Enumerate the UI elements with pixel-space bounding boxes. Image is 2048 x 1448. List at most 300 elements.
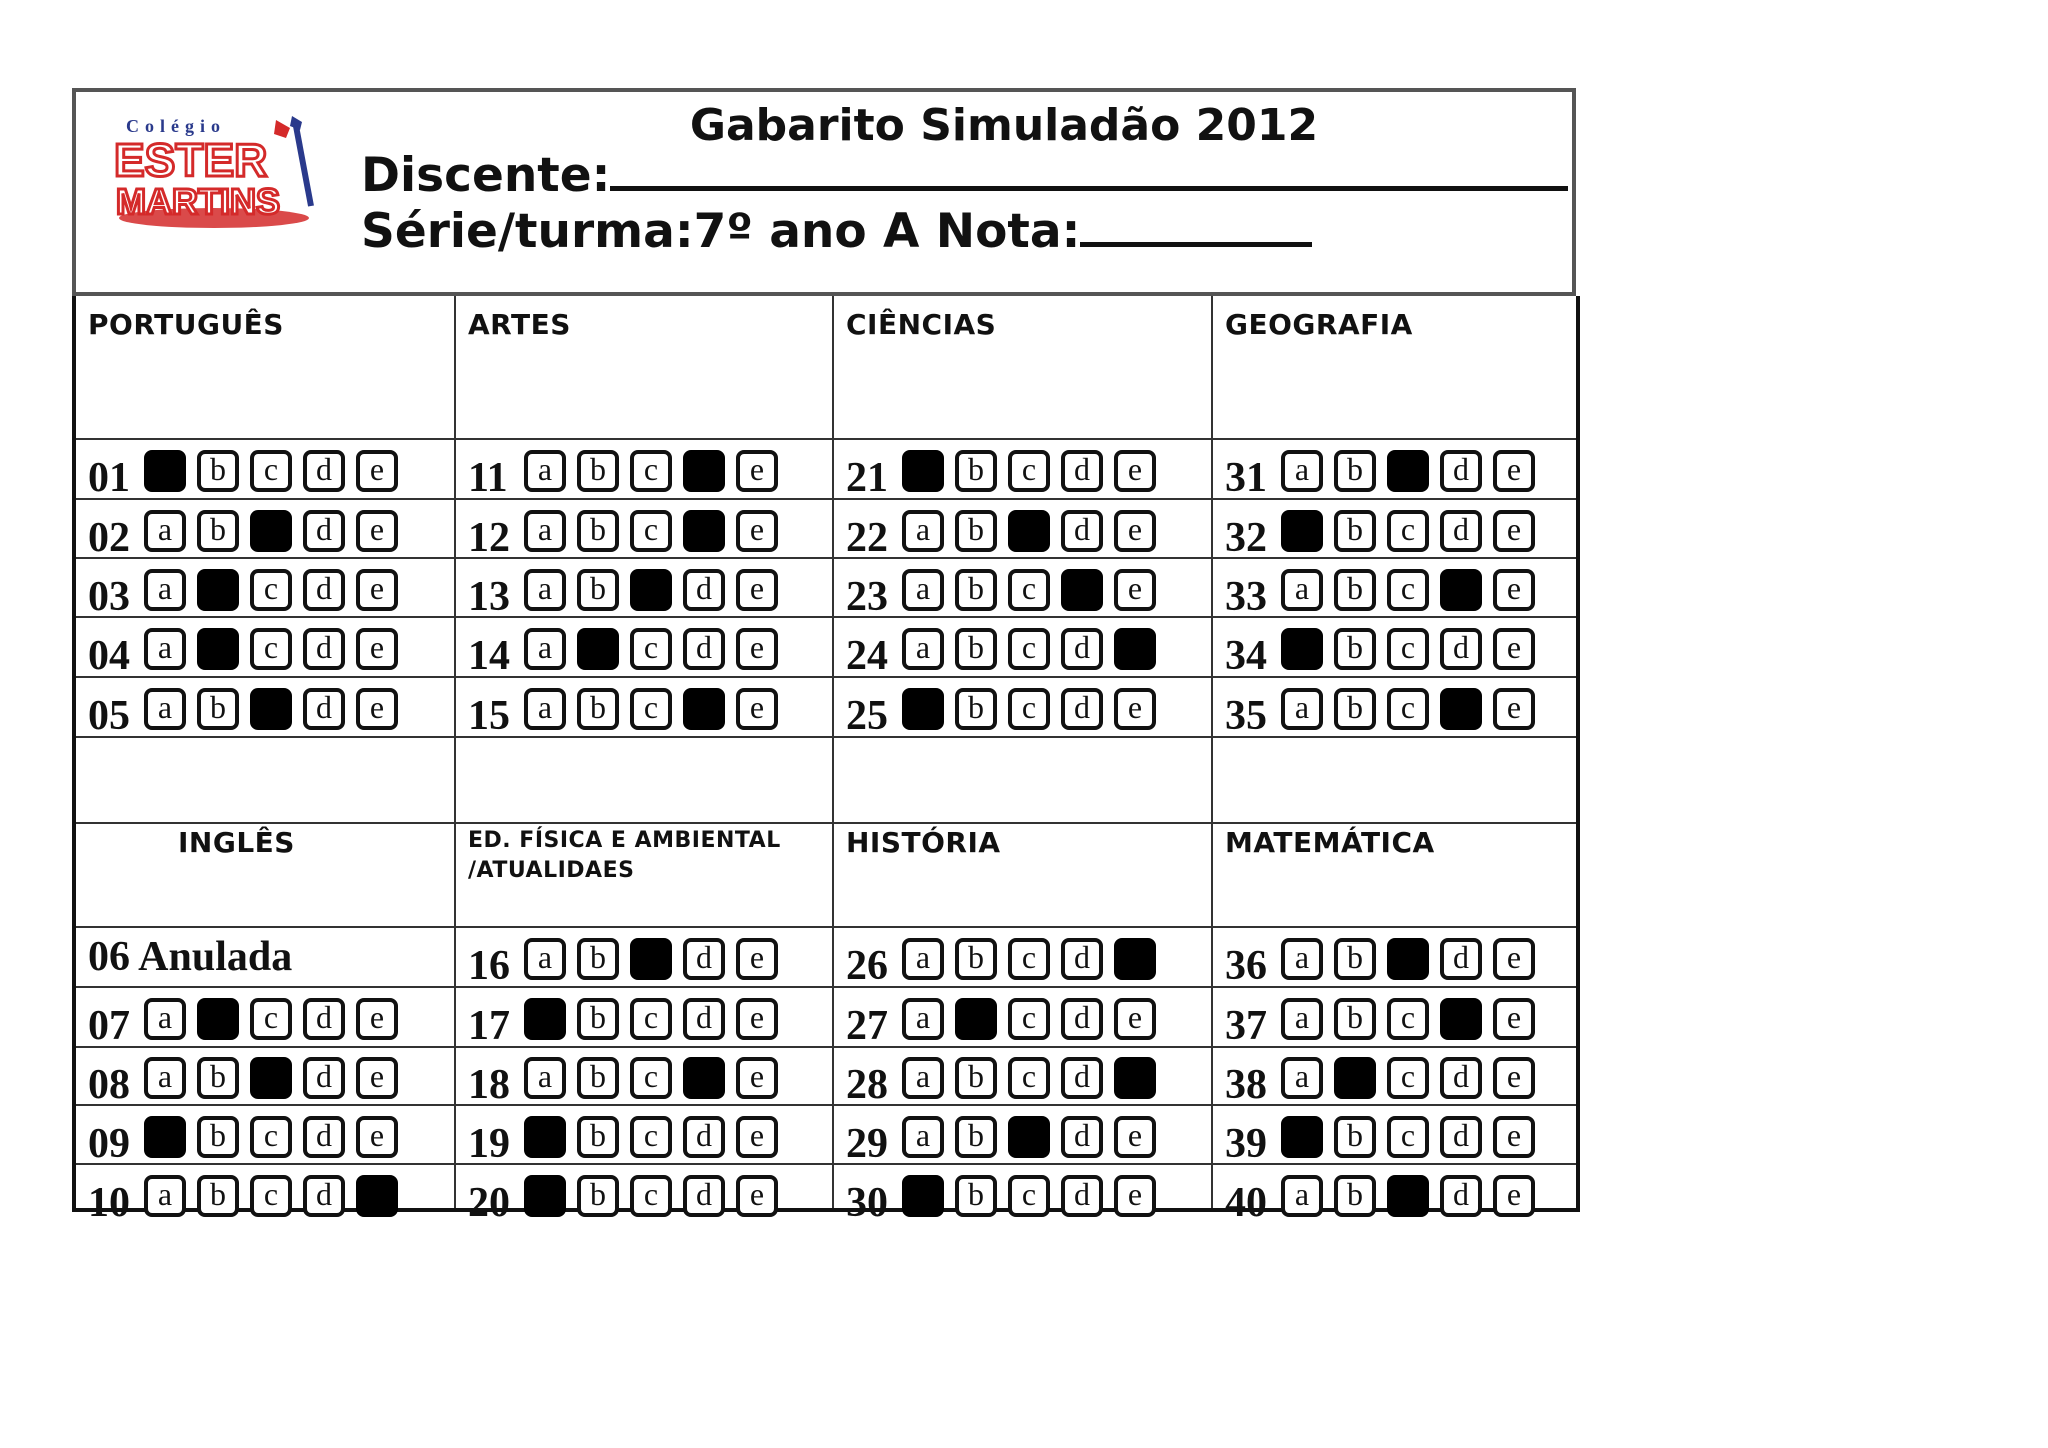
answer-row <box>846 680 1156 738</box>
bubble-b: b <box>955 450 997 492</box>
answer-row <box>1225 1108 1535 1166</box>
question-number: 10 <box>88 1180 130 1226</box>
bubble-b: b <box>1334 998 1376 1040</box>
answer-bubbles <box>1281 628 1535 670</box>
bubble-c: c <box>630 998 672 1040</box>
bubble-a: a <box>524 938 566 980</box>
answer-bubbles <box>144 569 398 611</box>
answer-bubbles <box>144 1116 398 1158</box>
bubble-c: c <box>1387 628 1429 670</box>
answer-row <box>88 1049 398 1107</box>
bubble-d: d <box>683 569 725 611</box>
annulled-label: 06 Anulada <box>88 934 293 980</box>
answer-row <box>846 561 1156 619</box>
bubble-a-filled <box>902 450 944 492</box>
bubble-c: c <box>1387 998 1429 1040</box>
bubble-c-filled <box>250 510 292 552</box>
bubble-c-filled <box>1008 1116 1050 1158</box>
bubble-a: a <box>1281 450 1323 492</box>
bubble-e: e <box>356 450 398 492</box>
bubble-d: d <box>1440 1175 1482 1217</box>
bubble-d: d <box>1061 1175 1103 1217</box>
question-number: 24 <box>846 633 888 679</box>
bubble-a: a <box>902 510 944 552</box>
question-number: 38 <box>1225 1062 1267 1108</box>
answer-bubbles <box>902 938 1156 980</box>
bubble-b-filled <box>197 628 239 670</box>
answer-bubbles <box>524 688 778 730</box>
answer-bubbles <box>1281 450 1535 492</box>
bubble-a: a <box>1281 1175 1323 1217</box>
bubble-c: c <box>1008 1057 1050 1099</box>
bubble-d: d <box>683 998 725 1040</box>
bubble-d-filled <box>683 1057 725 1099</box>
bubble-a-filled <box>1281 510 1323 552</box>
bubble-c-filled <box>630 569 672 611</box>
answer-row <box>468 1167 778 1225</box>
answer-bubbles <box>1281 688 1535 730</box>
question-number: 40 <box>1225 1180 1267 1226</box>
bubble-d: d <box>683 938 725 980</box>
row-divider <box>76 926 1576 928</box>
bubble-a: a <box>1281 1057 1323 1099</box>
question-number: 18 <box>468 1062 510 1108</box>
question-number: 32 <box>1225 515 1267 561</box>
bubble-e: e <box>736 510 778 552</box>
subject-label: ED. FÍSICA E AMBIENTAL /ATUALIDAES <box>468 828 781 883</box>
bubble-e: e <box>736 938 778 980</box>
question-number: 01 <box>88 455 130 501</box>
bubble-d: d <box>1061 938 1103 980</box>
bubble-d: d <box>1061 998 1103 1040</box>
bubble-b: b <box>577 1175 619 1217</box>
bubble-b: b <box>197 1057 239 1099</box>
bubble-d-filled <box>1440 569 1482 611</box>
answer-row <box>468 442 778 500</box>
bubble-b: b <box>955 1116 997 1158</box>
answer-row <box>846 442 1156 500</box>
bubble-c: c <box>1387 510 1429 552</box>
bubble-a-filled <box>1281 1116 1323 1158</box>
question-number: 17 <box>468 1003 510 1049</box>
answer-row <box>88 561 398 619</box>
discente-label: Discente: <box>361 148 611 203</box>
bubble-b: b <box>955 938 997 980</box>
answer-row <box>1225 502 1535 560</box>
question-number: 15 <box>468 693 510 739</box>
answer-bubbles <box>902 510 1156 552</box>
answer-bubbles <box>902 569 1156 611</box>
bubble-c: c <box>1387 1057 1429 1099</box>
bubble-a-filled <box>1281 628 1323 670</box>
answer-row <box>468 1108 778 1166</box>
answer-row <box>88 1167 398 1225</box>
bubble-b: b <box>1334 688 1376 730</box>
answer-row <box>468 561 778 619</box>
bubble-a-filled <box>902 1175 944 1217</box>
bubble-e: e <box>356 628 398 670</box>
bubble-e: e <box>1493 450 1535 492</box>
column-divider <box>832 296 834 1208</box>
column-divider <box>1211 296 1213 1208</box>
bubble-a: a <box>144 510 186 552</box>
bubble-e: e <box>356 510 398 552</box>
bubble-a: a <box>144 1057 186 1099</box>
serie-label: Série/turma:7º ano A Nota: <box>361 204 1081 259</box>
bubble-e: e <box>1114 450 1156 492</box>
bubble-e: e <box>356 998 398 1040</box>
answer-row <box>88 502 398 560</box>
bubble-a: a <box>902 569 944 611</box>
answer-row <box>88 1108 398 1166</box>
answer-row <box>468 990 778 1048</box>
answer-bubbles <box>144 1175 398 1217</box>
question-number: 12 <box>468 515 510 561</box>
bubble-a-filled <box>144 1116 186 1158</box>
bubble-e: e <box>736 628 778 670</box>
bubble-c-filled <box>250 688 292 730</box>
bubble-a-filled <box>524 1116 566 1158</box>
bubble-b-filled <box>955 998 997 1040</box>
subject-label: PORTUGUÊS <box>88 308 284 341</box>
bubble-b: b <box>1334 938 1376 980</box>
bubble-a: a <box>902 1116 944 1158</box>
question-number: 39 <box>1225 1121 1267 1167</box>
bubble-a: a <box>1281 569 1323 611</box>
bubble-b: b <box>955 628 997 670</box>
answer-bubbles <box>524 450 778 492</box>
bubble-b: b <box>197 1116 239 1158</box>
bubble-b: b <box>197 1175 239 1217</box>
bubble-e: e <box>1493 938 1535 980</box>
bubble-b: b <box>577 450 619 492</box>
question-number: 36 <box>1225 943 1267 989</box>
subject-label: CIÊNCIAS <box>846 308 997 341</box>
bubble-e: e <box>736 450 778 492</box>
bubble-b: b <box>955 510 997 552</box>
bubble-d: d <box>683 628 725 670</box>
bubble-b: b <box>197 510 239 552</box>
bubble-a: a <box>144 569 186 611</box>
sheet-title: Gabarito Simuladão 2012 <box>689 100 1319 151</box>
bubble-a: a <box>1281 688 1323 730</box>
answer-row <box>468 502 778 560</box>
bubble-d: d <box>1061 1116 1103 1158</box>
bubble-d: d <box>683 1175 725 1217</box>
answer-bubbles <box>902 1116 1156 1158</box>
bubble-b: b <box>577 688 619 730</box>
bubble-c: c <box>1387 1116 1429 1158</box>
bubble-d: d <box>683 1116 725 1158</box>
bubble-e: e <box>1493 1116 1535 1158</box>
bubble-a: a <box>524 688 566 730</box>
question-number: 13 <box>468 574 510 620</box>
answer-bubbles <box>144 998 398 1040</box>
bubble-b-filled <box>1334 1057 1376 1099</box>
bubble-b: b <box>577 998 619 1040</box>
bubble-d: d <box>303 628 345 670</box>
bubble-e: e <box>356 569 398 611</box>
bubble-b: b <box>1334 450 1376 492</box>
question-number: 21 <box>846 455 888 501</box>
bubble-d: d <box>303 1057 345 1099</box>
bubble-b: b <box>577 938 619 980</box>
bubble-b-filled <box>197 998 239 1040</box>
bubble-d: d <box>303 450 345 492</box>
header-box <box>72 88 1576 296</box>
bubble-b: b <box>1334 569 1376 611</box>
bubble-a: a <box>144 688 186 730</box>
question-number: 09 <box>88 1121 130 1167</box>
annulled-question <box>88 928 292 986</box>
bubble-c: c <box>630 1116 672 1158</box>
bubble-a: a <box>524 510 566 552</box>
bubble-a: a <box>524 450 566 492</box>
answer-row <box>846 1108 1156 1166</box>
bubble-a: a <box>524 628 566 670</box>
subject-label: INGLÊS <box>178 826 295 859</box>
bubble-d: d <box>1061 628 1103 670</box>
answer-bubbles <box>1281 1116 1535 1158</box>
bubble-c: c <box>1008 688 1050 730</box>
bubble-a: a <box>902 1057 944 1099</box>
answer-row <box>88 680 398 738</box>
bubble-c-filled <box>250 1057 292 1099</box>
bubble-b-filled <box>577 628 619 670</box>
answer-row <box>846 1049 1156 1107</box>
bubble-b: b <box>955 569 997 611</box>
bubble-e: e <box>736 998 778 1040</box>
subject-label: GEOGRAFIA <box>1225 308 1413 341</box>
answer-bubbles <box>1281 938 1535 980</box>
bubble-d: d <box>1440 510 1482 552</box>
bubble-d-filled <box>1440 688 1482 730</box>
bubble-c-filled <box>1387 938 1429 980</box>
bubble-d: d <box>303 1175 345 1217</box>
question-number: 28 <box>846 1062 888 1108</box>
bubble-c: c <box>250 1116 292 1158</box>
answer-bubbles <box>524 1175 778 1217</box>
bubble-d: d <box>1440 450 1482 492</box>
bubble-e: e <box>356 688 398 730</box>
bubble-d: d <box>1061 688 1103 730</box>
subject-label: MATEMÁTICA <box>1225 826 1435 859</box>
question-number: 04 <box>88 633 130 679</box>
bubble-c-filled <box>630 938 672 980</box>
answer-row <box>1225 442 1535 500</box>
bubble-c: c <box>250 569 292 611</box>
bubble-b: b <box>577 1057 619 1099</box>
answer-bubbles <box>524 998 778 1040</box>
bubble-d-filled <box>683 450 725 492</box>
question-number: 03 <box>88 574 130 620</box>
answer-row <box>846 1167 1156 1225</box>
bubble-e: e <box>1493 688 1535 730</box>
bubble-b: b <box>1334 1116 1376 1158</box>
bubble-e: e <box>1114 688 1156 730</box>
answer-bubbles <box>524 628 778 670</box>
bubble-a: a <box>524 1057 566 1099</box>
bubble-d-filled <box>1061 569 1103 611</box>
answer-row <box>1225 561 1535 619</box>
question-number: 25 <box>846 693 888 739</box>
answer-bubbles <box>524 569 778 611</box>
bubble-c: c <box>250 450 292 492</box>
answer-bubbles <box>902 1057 1156 1099</box>
bubble-e: e <box>1114 1116 1156 1158</box>
question-number: 22 <box>846 515 888 561</box>
answer-row <box>1225 990 1535 1048</box>
bubble-a: a <box>524 569 566 611</box>
bubble-d: d <box>303 1116 345 1158</box>
bubble-b: b <box>577 510 619 552</box>
answer-row <box>88 620 398 678</box>
question-number: 23 <box>846 574 888 620</box>
answer-bubbles <box>1281 569 1535 611</box>
bubble-a: a <box>902 628 944 670</box>
answer-bubbles <box>1281 998 1535 1040</box>
question-number: 33 <box>1225 574 1267 620</box>
bubble-c: c <box>630 450 672 492</box>
bubble-d-filled <box>683 688 725 730</box>
bubble-e: e <box>1493 569 1535 611</box>
bubble-c: c <box>1008 998 1050 1040</box>
subject-label: ARTES <box>468 308 571 341</box>
answer-bubbles <box>144 628 398 670</box>
answer-bubbles <box>524 510 778 552</box>
answer-bubbles <box>1281 510 1535 552</box>
bubble-b: b <box>955 688 997 730</box>
bubble-e: e <box>1493 1057 1535 1099</box>
bubble-a-filled <box>524 998 566 1040</box>
bubble-d: d <box>1440 938 1482 980</box>
bubble-e: e <box>736 569 778 611</box>
question-number: 14 <box>468 633 510 679</box>
bubble-c: c <box>1008 450 1050 492</box>
answer-bubbles <box>902 450 1156 492</box>
discente-blank <box>610 148 1568 191</box>
bubble-b: b <box>955 1057 997 1099</box>
answer-bubbles <box>144 450 398 492</box>
bubble-e: e <box>1493 628 1535 670</box>
answer-bubbles <box>144 688 398 730</box>
answer-bubbles <box>902 1175 1156 1217</box>
question-number: 19 <box>468 1121 510 1167</box>
answer-row <box>1225 1049 1535 1107</box>
answer-row <box>1225 930 1535 988</box>
question-number: 26 <box>846 943 888 989</box>
bubble-e: e <box>1114 1175 1156 1217</box>
bubble-c: c <box>1008 569 1050 611</box>
question-number: 02 <box>88 515 130 561</box>
bubble-b: b <box>577 569 619 611</box>
bubble-c: c <box>630 1175 672 1217</box>
bubble-c: c <box>250 1175 292 1217</box>
bubble-b: b <box>1334 510 1376 552</box>
question-number: 35 <box>1225 693 1267 739</box>
bubble-c: c <box>1387 569 1429 611</box>
bubble-c: c <box>630 628 672 670</box>
svg-text:ESTER: ESTER <box>114 134 268 186</box>
bubble-a-filled <box>902 688 944 730</box>
bubble-e: e <box>1114 510 1156 552</box>
answer-row <box>88 990 398 1048</box>
row-divider <box>76 822 1576 824</box>
bubble-d: d <box>1061 450 1103 492</box>
answer-row <box>468 620 778 678</box>
bubble-b: b <box>197 688 239 730</box>
bubble-c-filled <box>1387 450 1429 492</box>
answer-bubbles <box>902 688 1156 730</box>
bubble-c: c <box>1008 938 1050 980</box>
bubble-c: c <box>630 688 672 730</box>
bubble-d: d <box>303 510 345 552</box>
question-number: 37 <box>1225 1003 1267 1049</box>
bubble-e: e <box>736 1057 778 1099</box>
bubble-a: a <box>1281 938 1323 980</box>
answer-row <box>468 680 778 738</box>
bubble-e: e <box>736 1116 778 1158</box>
bubble-c: c <box>1387 688 1429 730</box>
bubble-e: e <box>356 1057 398 1099</box>
question-number: 08 <box>88 1062 130 1108</box>
bubble-a: a <box>144 998 186 1040</box>
question-number: 31 <box>1225 455 1267 501</box>
bubble-c: c <box>1008 628 1050 670</box>
question-number: 27 <box>846 1003 888 1049</box>
bubble-e-filled <box>1114 628 1156 670</box>
answer-bubbles <box>902 628 1156 670</box>
bubble-d: d <box>1440 1116 1482 1158</box>
bubble-d: d <box>1440 628 1482 670</box>
bubble-e: e <box>356 1116 398 1158</box>
bubble-e: e <box>1493 510 1535 552</box>
bubble-e: e <box>1114 569 1156 611</box>
svg-text:Colégio: Colégio <box>126 116 226 136</box>
bubble-e: e <box>1114 998 1156 1040</box>
bubble-b: b <box>577 1116 619 1158</box>
answer-grid <box>72 296 1580 1226</box>
question-number: 34 <box>1225 633 1267 679</box>
answer-row <box>846 930 1156 988</box>
question-number: 20 <box>468 1180 510 1226</box>
bubble-a: a <box>1281 998 1323 1040</box>
row-divider <box>76 438 1576 440</box>
bubble-d: d <box>1440 1057 1482 1099</box>
bubble-e: e <box>736 1175 778 1217</box>
bubble-e-filled <box>356 1175 398 1217</box>
bubble-a: a <box>144 1175 186 1217</box>
bubble-d: d <box>1061 510 1103 552</box>
bubble-e: e <box>1493 1175 1535 1217</box>
bubble-b: b <box>955 1175 997 1217</box>
answer-bubbles <box>902 998 1156 1040</box>
bubble-c-filled <box>1008 510 1050 552</box>
bubble-a: a <box>902 938 944 980</box>
answer-row <box>1225 680 1535 738</box>
question-number: 11 <box>468 455 508 501</box>
bubble-e: e <box>736 688 778 730</box>
answer-bubbles <box>144 1057 398 1099</box>
answer-row <box>468 1049 778 1107</box>
answer-row <box>846 620 1156 678</box>
bubble-a-filled <box>524 1175 566 1217</box>
subject-label: HISTÓRIA <box>846 826 1001 859</box>
answer-row <box>1225 1167 1535 1225</box>
bubble-d-filled <box>683 510 725 552</box>
bubble-c-filled <box>1387 1175 1429 1217</box>
answer-bubbles <box>1281 1175 1535 1217</box>
